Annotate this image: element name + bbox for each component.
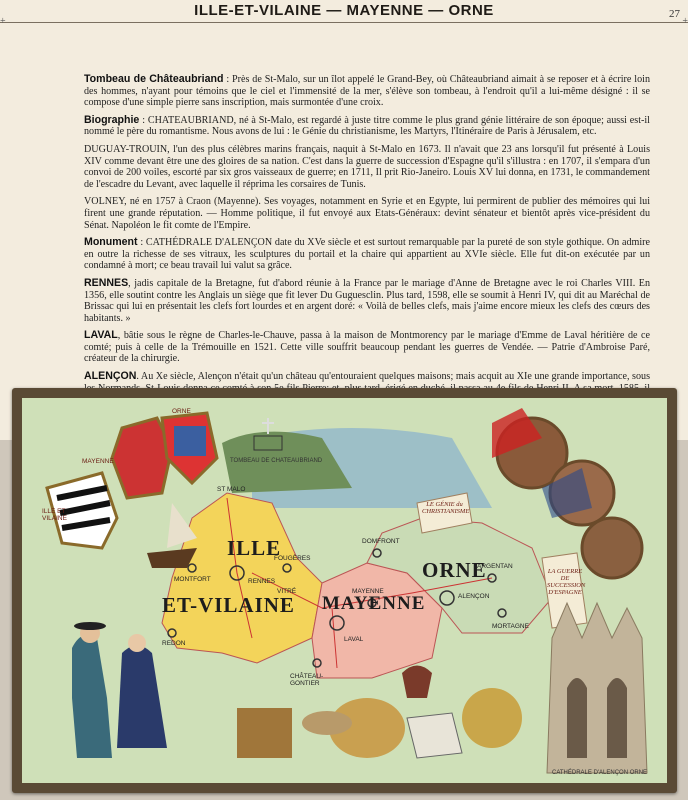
paragraph-text: , jadis capitale de la Bretagne, fut d'abord réunie à la France par le mariage d'Anne de Bretagne avec le roi Charles VIII. En 1356, elle soutint contre les Anglais un siège que fit lever Du Guguesclin. Plus tard, 1598, elle se soumit à Henri IV, qui dit au Maréchal de Brissac qui lui en présentait les clefs fort lourdes et en argent doré: « Voilà de belles clefs, mais j'aime encore mieux les clefs des cœurs des habitants. » [84,277,650,324]
town-mortagne: MORTAGNE [492,623,529,630]
town-vitre: VITRÉ [277,588,297,595]
paragraph-title: Tombeau de Châteaubriand [84,73,224,85]
lace-cloth [407,713,462,758]
orne-shield-field [174,426,206,456]
crate [237,708,292,758]
town-st-malo: ST MALO [217,486,246,493]
paragraph-biographie [84,115,650,138]
dept-label-ille: ILLE [227,536,282,560]
paragraph-title: ALENÇON [84,370,137,383]
rooster [402,666,432,699]
banner-mayenne: MAYENNE [82,458,114,465]
town-rennes: RENNES [248,578,276,585]
town-argentan: ARGENTAN [477,563,513,570]
caption-tombeau: TOMBEAU DE CHATEAUBRIAND [230,458,323,464]
corner-mark-left: + [0,16,6,27]
paragraph-volney [84,196,650,231]
scroll-guerre-succession: LA GUERRE DE SUCCESSION D'ESPAGNE [547,568,586,596]
page-number: 27 [669,8,680,20]
paragraph-tombeau [84,74,650,109]
town-fougeres: FOUGÈRES [274,555,311,562]
paragraph-text: DUGUAY-TROUIN, l'un des plus célèbres marins français, naquit à St-Malo en 1673. Il n'avait que 23 ans lorsqu'il fut présenté à Louis XIV comme devant être une des gloires de sa nation. C'est dans la guerre de succession d'Espagne qu'il s'illustra : en 1707, il s'empara d'un convoi de 200 voiles, escorté par six gros vaisseaux de guerre; en 1711, Il prit Rio-Janeiro. Louis XV lui donna, en 1731, le commandement de l'escadre du Levant, avec laquelle il réprima les corsaires de Tunis. [84,143,650,190]
breton-woman-head [128,634,146,652]
basket-of-eggs [302,711,352,735]
paragraph-title: LAVAL [84,329,118,342]
portrait-duguay-trouin [582,518,642,578]
breton-hat [74,622,106,630]
paragraph-title: Biographie [84,113,140,126]
paragraph-text: : CHATEAUBRIAND, né à St-Malo, est regardé à juste titre comme le plus grand génie littéraire de son époque; aussi est-il nommé le père du romantisme. Nous avons de lui : le Génie du christianisme, les Martyrs, l'Itinéraire de Paris à Jérusalem, etc. [84,114,650,138]
town-redon: REDON [162,640,186,647]
scroll-genie-christianisme: LE GÉNIE du CHRISTIANISME [422,501,470,515]
paragraph-title: RENNES [84,276,129,289]
card-illustration [22,398,667,783]
paragraph-title: Monument [84,236,138,249]
banner-ille-et-vilaine: ILLE ET VILAINE [42,508,67,522]
caption-cathedrale: CATHÉDRALE D'ALENÇON ORNE [552,770,648,776]
town-alencon: ALENÇON [458,593,490,600]
town-montfort: MONTFORT [174,576,211,583]
corner-mark-right: + [682,16,688,27]
paragraph-text: , bâtie sous le règne de Charles-le-Chauve, passa à la maison de Montmorency par le mariage d'Emme de Laval héritière de ce comté; puis à celle de la Trémouille en 1521. Cette ville souffrit beaucoup pendant les guerres de Vendée. — Patrie d'Ambroise Paré, créateur de la chirurgie. [84,330,650,365]
page-header: ILLE-ET-VILAINE — MAYENNE — ORNE [194,2,494,19]
paragraph-rennes [84,278,650,324]
paragraph-laval [84,330,650,365]
paragraph-text: VOLNEY, né en 1757 à Craon (Mayenne). Ses voyages, notamment en Syrie et en Egypte, lui permirent de publier des mémoires qui lui firent une grande réputation. — Homme politique, il fut envoyé aux Etats-Généraux: devint sénateur et bientôt après vice-président du Sénat. Napoléon le fit comte de l'Empire. [84,196,650,231]
paragraph-text: : CATHÉDRALE D'ALENÇON date du XVe siècle et est surtout remarquable par la pureté de son style gothique. On admire en outre la richesse de ses vitraux, les sculptures du portail et la chaire qui appartient au XVIe siècle. Elle fut dit-on exécutée par un condamné à mort; ce beau travail lui valut sa grâce. [84,237,650,272]
straw-bundle [462,688,522,748]
cathedral-alencon [547,603,647,773]
dept-label-mayenne: MAYENNE [322,593,426,614]
text-block [84,74,650,412]
paragraph-duguay-trouin [84,144,650,190]
paragraph-text: . Au Xe siècle, Alençon n'était qu'un château qu'entouraient quelques maisons; mais acquit au XIe une grande importance, sous [136,371,650,383]
banner-orne: ORNE [172,408,191,415]
dept-label-orne: ORNE [422,558,487,582]
town-mayenne: MAYENNE [352,588,384,595]
town-laval: LAVAL [344,636,364,643]
paragraph-text: : Près de St-Malo, sur un îlot appelé le Grand-Bey, où Châteaubriand aimait à se reposer et à écrire loin des hommes, n'ayant pour témoins que le ciel et l'immensité de la mer, s'élève son tombeau, à l'endroit qu'il a lui-même désigné : il se compose d'une simple pierre sans inscription, mais surmontée d'une croix. [84,74,650,109]
dept-label-et-vilaine: ET-VILAINE [162,593,295,617]
paragraph-monument [84,237,650,272]
town-domfront: DOMFRONT [362,538,400,545]
town-chateau-gontier: CHÂTEAU-GONTIER [290,673,324,687]
header-rule [0,22,688,23]
illustrated-map-card [12,388,677,793]
